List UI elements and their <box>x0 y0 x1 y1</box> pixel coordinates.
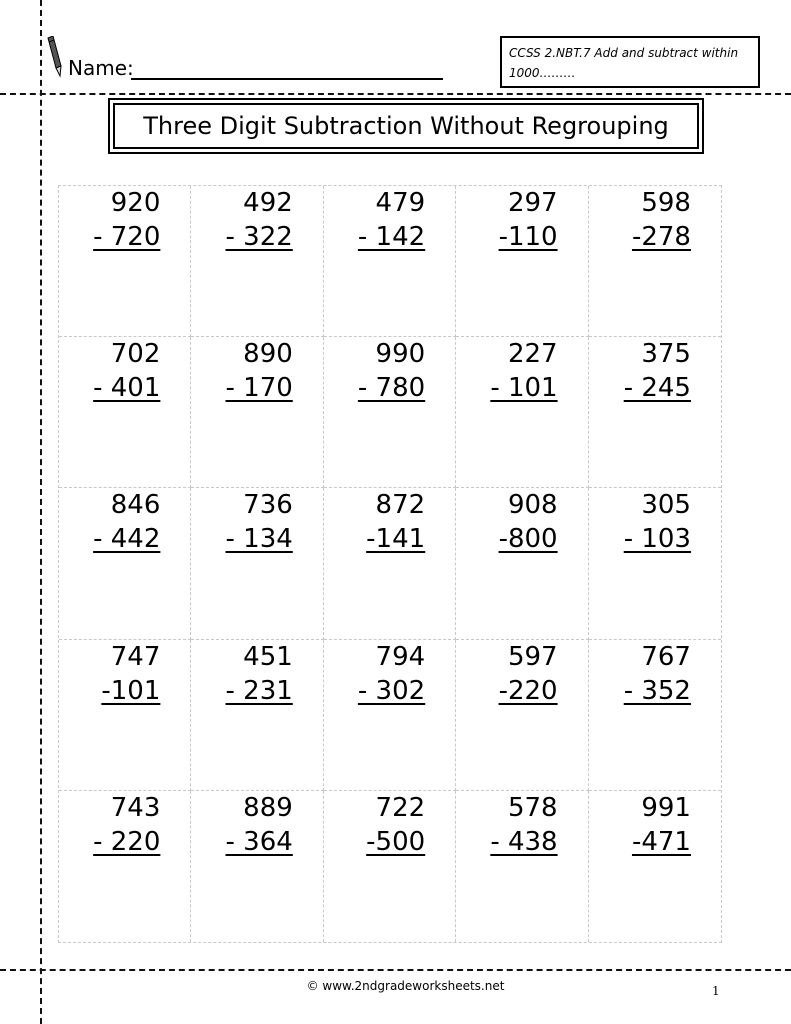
worksheet-title: Three Digit Subtraction Without Regrouping <box>113 103 699 149</box>
minuend: 451 <box>243 641 293 672</box>
subtrahend: -141 <box>366 524 426 555</box>
problem-cell <box>191 186 323 337</box>
minuend: 479 <box>375 188 426 218</box>
problem-cell <box>59 791 191 942</box>
problem-cell <box>191 640 323 791</box>
subtrahend: - 220 <box>93 826 161 857</box>
minuend: 890 <box>243 339 293 370</box>
minuend: 597 <box>507 641 558 672</box>
minuend: 743 <box>110 792 161 823</box>
minuend: 794 <box>375 641 426 672</box>
minuend: 747 <box>110 641 161 672</box>
subtrahend: -471 <box>631 826 691 857</box>
subtrahend: - 438 <box>490 826 558 857</box>
problem-cell <box>589 186 721 337</box>
problem-cell <box>324 640 456 791</box>
subtrahend: - 142 <box>357 222 426 252</box>
subtrahend: - 401 <box>93 373 161 404</box>
subtrahend: - 245 <box>623 373 691 404</box>
minuend: 702 <box>110 339 161 370</box>
problem-cell <box>589 791 721 942</box>
standard-line-2: 1000……… <box>509 66 576 80</box>
problem-cell <box>456 186 588 337</box>
page-number: 1 <box>712 984 720 998</box>
subtrahend: - 302 <box>357 675 426 706</box>
problem-cell <box>59 488 191 639</box>
problem-cell <box>324 186 456 337</box>
minuend: 722 <box>375 792 426 823</box>
subtrahend: - 322 <box>225 222 293 252</box>
name-field-line[interactable] <box>131 78 443 80</box>
minuend: 920 <box>110 188 161 218</box>
cut-line-left <box>40 0 42 1024</box>
problem-cell <box>589 640 721 791</box>
subtrahend: - 720 <box>93 222 161 252</box>
problem-cell <box>191 488 323 639</box>
problem-cell <box>589 337 721 488</box>
problem-cell <box>324 488 456 639</box>
minuend: 375 <box>641 339 691 370</box>
minuend: 736 <box>243 490 293 521</box>
subtrahend: - 231 <box>225 675 293 706</box>
subtrahend: -278 <box>631 222 691 252</box>
minuend: 305 <box>641 490 691 521</box>
copyright-footer: © www.2ndgradeworksheets.net <box>306 979 505 993</box>
problem-cell <box>191 791 323 942</box>
problem-cell <box>324 791 456 942</box>
subtrahend: - 101 <box>490 373 558 404</box>
subtrahend: - 780 <box>357 373 426 404</box>
title-box <box>108 98 704 154</box>
subtrahend: -800 <box>498 524 558 555</box>
problem-cell <box>59 640 191 791</box>
subtrahend: -220 <box>498 675 558 706</box>
minuend: 492 <box>243 188 293 218</box>
pencil-icon <box>46 36 64 78</box>
problem-cell <box>191 337 323 488</box>
cut-line-top <box>0 93 791 95</box>
standard-line-1: CCSS 2.NBT.7 Add and subtract within <box>509 46 739 60</box>
subtrahend: - 103 <box>623 524 691 555</box>
subtrahend: - 364 <box>225 826 293 857</box>
minuend: 908 <box>507 490 558 521</box>
problem-grid <box>58 185 722 943</box>
subtrahend: -101 <box>101 675 161 706</box>
minuend: 598 <box>641 188 691 218</box>
name-label: Name: <box>68 56 134 80</box>
subtrahend: -500 <box>366 826 426 857</box>
problem-cell <box>589 488 721 639</box>
minuend: 889 <box>243 792 293 823</box>
minuend: 991 <box>641 792 691 823</box>
minuend: 227 <box>507 339 558 370</box>
subtrahend: - 134 <box>225 524 293 555</box>
subtrahend: - 170 <box>225 373 293 404</box>
minuend: 846 <box>110 490 161 521</box>
problem-cell <box>59 186 191 337</box>
subtrahend: - 352 <box>623 675 691 706</box>
subtrahend: - 442 <box>93 524 161 555</box>
minuend: 990 <box>375 339 426 370</box>
problem-cell <box>456 337 588 488</box>
minuend: 767 <box>641 641 691 672</box>
problem-cell <box>456 488 588 639</box>
minuend: 578 <box>507 792 558 823</box>
problem-cell <box>456 640 588 791</box>
minuend: 872 <box>375 490 426 521</box>
subtrahend: -110 <box>498 222 558 252</box>
problem-cell <box>59 337 191 488</box>
cut-line-bottom <box>0 969 791 971</box>
minuend: 297 <box>507 188 558 218</box>
standard-box <box>500 36 760 88</box>
problem-cell <box>456 791 588 942</box>
problem-cell <box>324 337 456 488</box>
